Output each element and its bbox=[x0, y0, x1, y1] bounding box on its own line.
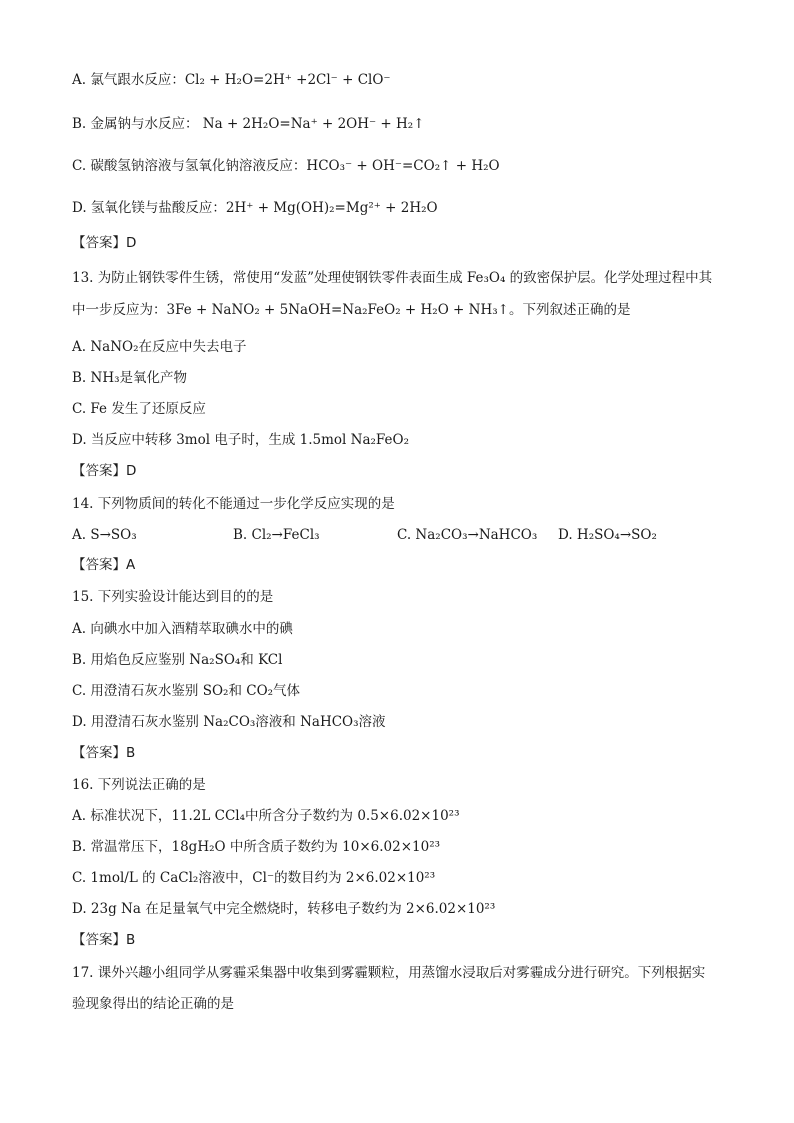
q12-option-a: A. 氯气跟水反应：Cl₂ + H₂O=2H⁺ +2Cl⁻ + ClO⁻ bbox=[72, 72, 391, 88]
q13-answer: 【答案】D bbox=[72, 463, 137, 479]
q12-option-c: C. 碳酸氢钠溶液与氢氧化钠溶液反应：HCO₃⁻ + OH⁻=CO₂↑ + H₂O bbox=[72, 158, 500, 174]
q13-option-a: A. NaNO₂在反应中失去电子 bbox=[72, 339, 247, 355]
q12-answer: 【答案】D bbox=[72, 235, 137, 251]
q12-option-b: B. 金属钠与水反应： Na + 2H₂O=Na⁺ + 2OH⁻ + H₂↑ bbox=[72, 116, 425, 132]
q15-option-d: D. 用澄清石灰水鉴别 Na₂CO₃溶液和 NaHCO₃溶液 bbox=[72, 714, 386, 730]
q16-option-b: B. 常温常压下，18gH₂O 中所含质子数约为 10×6.02×10²³ bbox=[72, 839, 441, 855]
q16-answer: 【答案】B bbox=[72, 932, 136, 948]
q14-option-b: B. Cl₂→FeCl₃ bbox=[233, 527, 320, 543]
q14-option-c: C. Na₂CO₃→NaHCO₃ bbox=[397, 527, 538, 543]
q14-answer: 【答案】A bbox=[72, 557, 136, 573]
q16-stem: 16. 下列说法正确的是 bbox=[72, 777, 206, 793]
q13-option-b: B. NH₃是氧化产物 bbox=[72, 370, 188, 386]
q13-option-c: C. Fe 发生了还原反应 bbox=[72, 401, 206, 417]
q13-stem-line1: 13. 为防止钢铁零件生锈，常使用“发蓝”处理使钢铁零件表面生成 Fe₃O₄ 的致密保护层。化学处理过程中其 bbox=[72, 270, 713, 286]
q16-option-d: D. 23g Na 在足量氧气中完全燃烧时，转移电子数约为 2×6.02×10²³ bbox=[72, 901, 496, 917]
q15-stem: 15. 下列实验设计能达到目的的是 bbox=[72, 589, 274, 605]
q15-answer: 【答案】B bbox=[72, 745, 136, 761]
q16-option-c: C. 1mol/L 的 CaCl₂溶液中，Cl⁻的数目约为 2×6.02×10²³ bbox=[72, 870, 436, 886]
q16-option-a: A. 标准状况下，11.2L CCl₄中所含分子数约为 0.5×6.02×10²³ bbox=[72, 808, 460, 824]
q17-stem-line1: 17. 课外兴趣小组同学从雾霾采集器中收集到雾霾颗粒，用蒸馏水浸取后对雾霾成分进行研究。下列根据实 bbox=[72, 965, 706, 981]
q17-stem-line2: 验现象得出的结论正确的是 bbox=[72, 996, 234, 1012]
q12-option-d: D. 氢氧化镁与盐酸反应：2H⁺ + Mg(OH)₂=Mg²⁺ + 2H₂O bbox=[72, 200, 438, 216]
q14-stem: 14. 下列物质间的转化不能通过一步化学反应实现的是 bbox=[72, 496, 395, 512]
q14-option-d: D. H₂SO₄→SO₂ bbox=[558, 527, 657, 543]
q14-option-a: A. S→SO₃ bbox=[72, 527, 137, 543]
q13-stem-line2: 中一步反应为：3Fe + NaNO₂ + 5NaOH=Na₂FeO₂ + H₂O + NH₃↑。下列叙述正确的是 bbox=[72, 302, 631, 318]
q15-option-a: A. 向碘水中加入酒精萃取碘水中的碘 bbox=[72, 621, 293, 637]
q15-option-c: C. 用澄清石灰水鉴别 SO₂和 CO₂气体 bbox=[72, 683, 301, 699]
q15-option-b: B. 用焰色反应鉴别 Na₂SO₄和 KCl bbox=[72, 652, 283, 668]
q13-option-d: D. 当反应中转移 3mol 电子时，生成 1.5mol Na₂FeO₂ bbox=[72, 432, 410, 448]
